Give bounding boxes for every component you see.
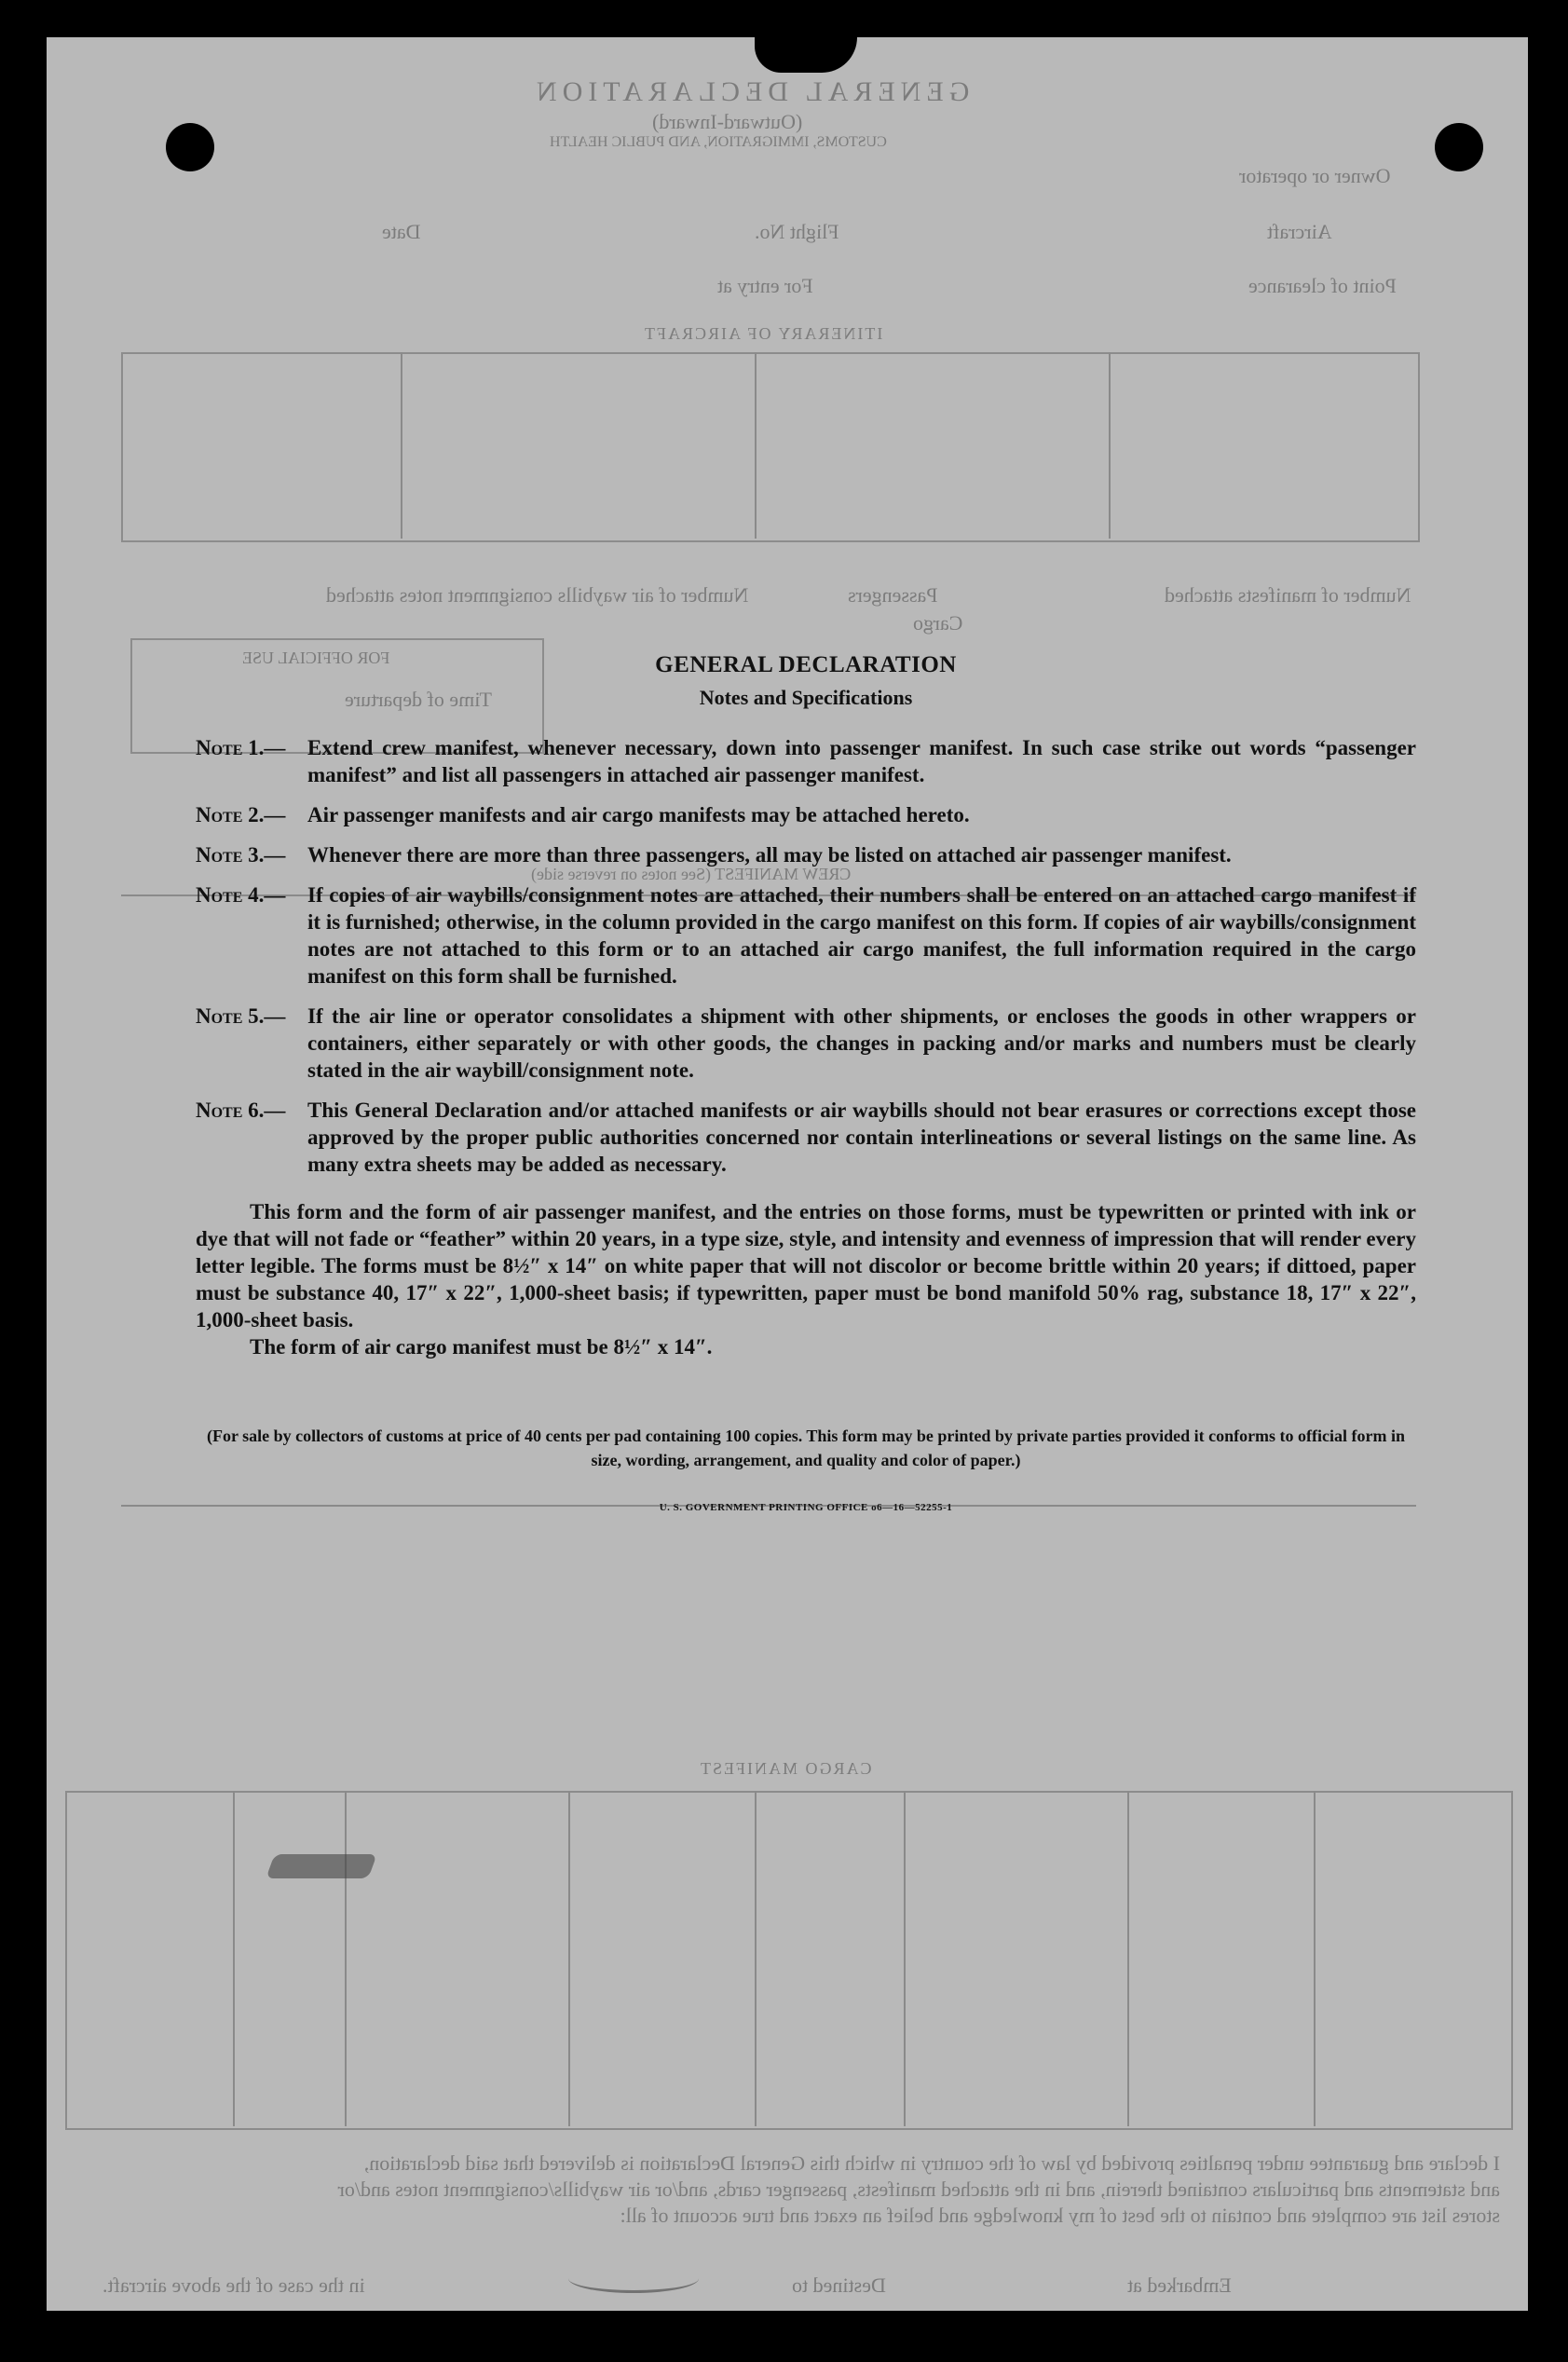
note-label: Note 4.— [196, 883, 286, 907]
ghost-header-sub: (Outward-Inward) [652, 110, 803, 133]
declaration-title: GENERAL DECLARATION [655, 652, 957, 677]
ghost-itinerary-divider [401, 352, 402, 539]
ghost-flight-no: Flight No. [755, 220, 839, 243]
ghost-cargo-box [65, 1791, 1513, 2130]
note-label: Note 5.— [196, 1004, 286, 1028]
ghost-crew-manifest: CREW MANIFEST (See notes on reverse side) [531, 865, 852, 883]
note-text: If copies of air waybills/consignment notes are attached, their numbers shall be entered on an attached cargo manifest if it is furnished; otherwise, in the column provided in the cargo manifest on this form. If copies of air waybills/consignment notes are not attached to this form or to an attached air cargo manifest, the full information required in the cargo manifest on this form shall be furnished. [307, 883, 1416, 988]
ghost-itinerary: ITINERARY OF AIRCRAFT [643, 324, 883, 343]
ghost-cargo-divider [568, 1791, 570, 2126]
ghost-in-case: in the case of the above aircraft. [102, 2273, 365, 2297]
ghost-header-agency: CUSTOMS, IMMIGRATION, AND PUBLIC HEALTH [550, 134, 887, 150]
punch-hole-right [1435, 123, 1483, 171]
ghost-cargo-divider [1127, 1791, 1129, 2126]
handwriting-mark [266, 1854, 376, 1878]
ghost-embarked-at: Embarked at [1127, 2273, 1232, 2297]
ghost-time-of-departure: Time of departure [345, 688, 493, 711]
ghost-cargo-divider [755, 1791, 757, 2126]
ghost-header-title: GENERAL DECLARATION [531, 76, 970, 107]
note-text: This General Declaration and/or attached manifests or air waybills should not bear erasures or corrections except those approved by the proper public authorities concerned nor contain interlineations or several listings on the same line. As many extra sheets may be added as necessary. [307, 1099, 1416, 1176]
declaration-subtitle: Notes and Specifications [699, 686, 913, 709]
signature-mark [568, 2264, 699, 2293]
ghost-itinerary-box [121, 352, 1420, 542]
ghost-waybills: Number of air waybills consignment notes attached [326, 583, 749, 607]
notes-section [196, 652, 1416, 1513]
note-text: Air passenger manifests and air cargo manifests may be attached hereto. [307, 803, 970, 826]
ghost-date: Date [382, 220, 421, 243]
torn-notch [755, 37, 857, 73]
ghost-for-entry: For entry at [717, 274, 813, 297]
note-label: Note 6.— [196, 1099, 286, 1122]
ghost-destined-to: Destined to [792, 2273, 886, 2297]
note-label: Note 1.— [196, 736, 286, 759]
note-label: Note 2.— [196, 803, 286, 826]
ghost-passengers: Passengers [848, 583, 938, 607]
ghost-cargo-divider [345, 1791, 347, 2126]
punch-hole-left [166, 123, 214, 171]
note-text: If the air line or operator consolidates a shipment with other shipments, or encloses the goods in other wrappers or containers, either separately or with other goods, the changes in packing and/or marks and numbers must be clearly stated in the air waybill/consignment note. [307, 1004, 1416, 1082]
ghost-cargo-manifest: CARGO MANIFEST [699, 1759, 872, 1778]
ghost-manifests: Number of manifests attached [1165, 583, 1411, 607]
ghost-owner: Owner or operator [1239, 164, 1391, 187]
note-text: Whenever there are more than three passengers, all may be listed on attached air passenger manifest. [307, 843, 1232, 867]
note-2 [196, 801, 1416, 828]
ghost-cargo: Cargo [913, 611, 963, 635]
note-3 [196, 841, 1416, 868]
note-4 [196, 881, 1416, 990]
ghost-official-use: FOR OFFICIAL USE [242, 649, 390, 667]
note-6 [196, 1097, 1416, 1178]
ghost-cargo-divider [233, 1791, 235, 2126]
ghost-itinerary-divider [755, 352, 757, 539]
sale-note: (For sale by collectors of customs at price of 40 cents per pad containing 100 copies. This form may be printed by private parties provided it conforms to official form in size, wording, arrangement, and quality and color of paper.) [206, 1427, 1406, 1469]
ghost-point-of-clearance: Point of clearance [1248, 274, 1397, 297]
ghost-declare: I declare and guarantee under penalties provided by law of the country in which this General Declaration is delivered that said declaration, and statements and particulars contained therein, and in the attached manifests, passenger cards, and/or air waybills/consignment notes and/or stores list are complete and contain to the best of my knowledge and belief an exact and true account of all: [337, 2151, 1500, 2227]
ghost-aircraft: Aircraft [1267, 220, 1332, 243]
ghost-itinerary-divider [1109, 352, 1111, 539]
cargo-size-line: The form of air cargo manifest must be 8½″ x 14″. [250, 1335, 713, 1358]
printing-office-line: U. S. GOVERNMENT PRINTING OFFICE o6—16—52255-1 [659, 1502, 953, 1513]
note-text: Extend crew manifest, whenever necessary, down into passenger manifest. In such case strike out words “passenger manifest” and list all passengers in attached air passenger manifest. [307, 736, 1416, 786]
document-page [47, 37, 1528, 2311]
specification-paragraph: This form and the form of air passenger manifest, and the entries on those forms, must be typewritten or printed with ink or dye that will not fade or “feather” within 20 years, in a type size, style, and intensity and evenness of impression that will render every letter legible. The forms must be 8½″ x 14″ on white paper that will not discolor or become brittle within 20 years; if dittoed, paper must be substance 40, 17″ x 22″, 1,000-sheet basis; if typewritten, paper must be bond manifold 50% rag, substance 18, 17″ x 22″, 1,000-sheet basis. [196, 1200, 1416, 1331]
ghost-cargo-divider [1314, 1791, 1316, 2126]
note-5 [196, 1003, 1416, 1084]
ghost-cargo-divider [904, 1791, 906, 2126]
note-label: Note 3.— [196, 843, 286, 867]
note-1 [196, 734, 1416, 788]
